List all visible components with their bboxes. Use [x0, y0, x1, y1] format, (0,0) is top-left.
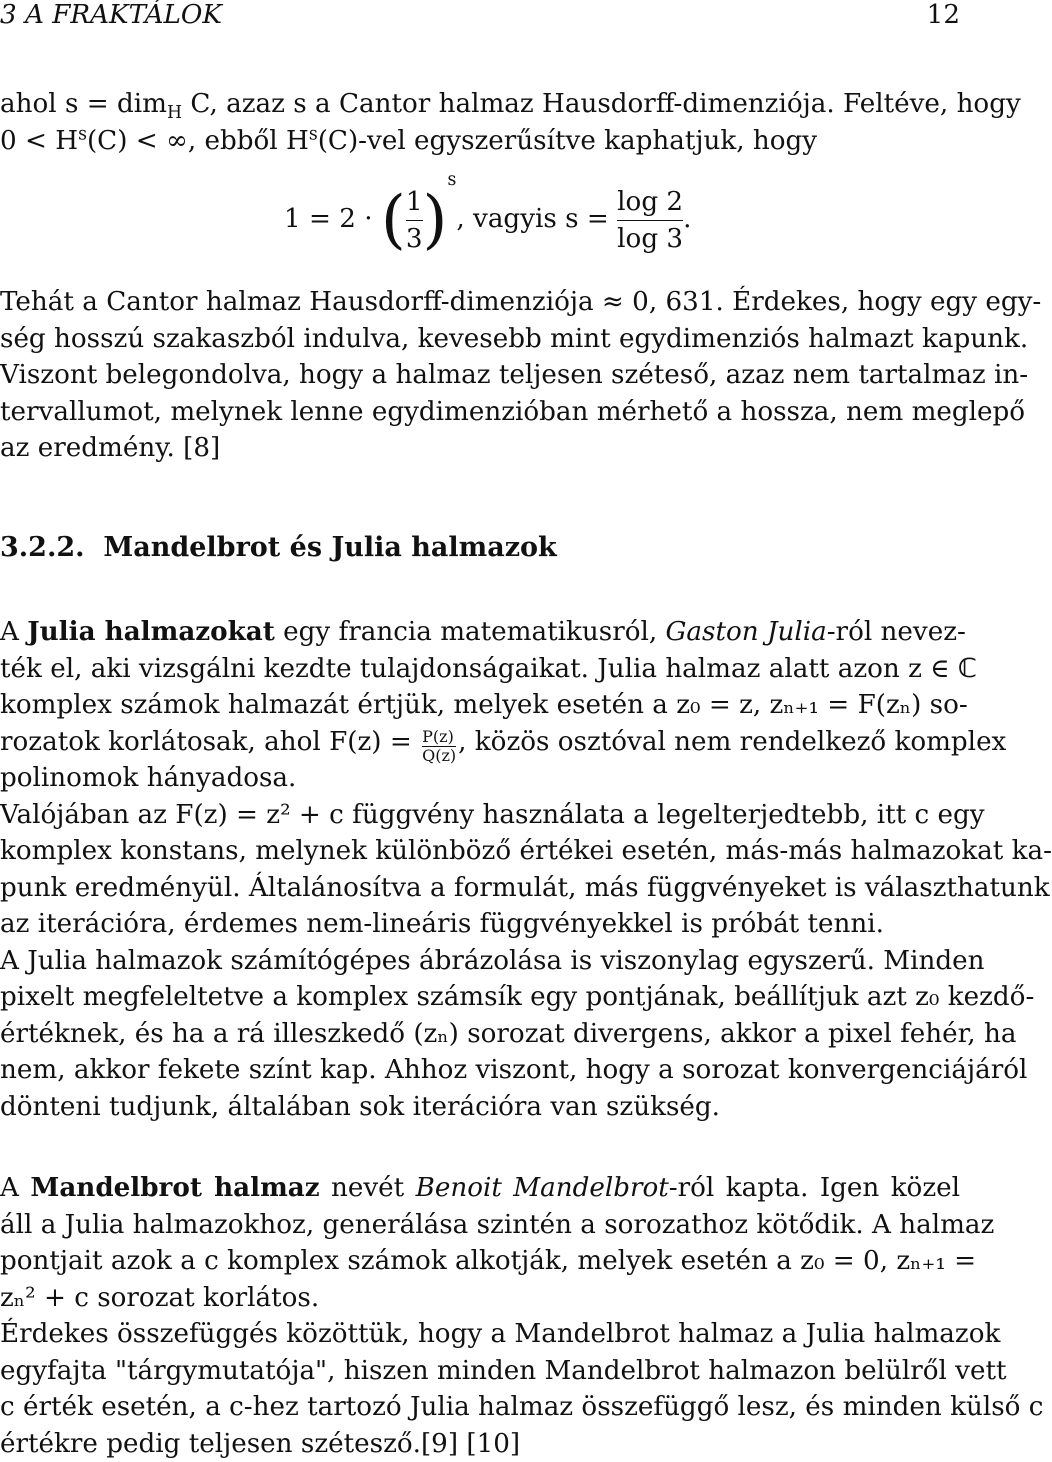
fraction-one-third: $\frac{1}{3}$	[406, 184, 423, 257]
text-line: az iterációra, érdemes nem-lineáris függvényekkel is próbát tenni.	[0, 906, 960, 943]
text-line: A Mandelbrot halmaz nevét Benoit Mandelbrot-ról kapta. Igen közel	[0, 1170, 960, 1207]
text-line: A Julia halmazok számítógépes ábrázolása is viszonylag egyszerű. Minden	[0, 943, 960, 980]
fraction-log: $\frac{\log 2}{\log 3}$	[617, 184, 683, 257]
text-line: pontjait azok a c komplex számok alkotják, melyek esetén a z₀ = 0, zₙ₊₁ =	[0, 1243, 960, 1280]
text-line: punk eredményül. Általánosítva a formulát, más függvényeket is választhatunk	[0, 870, 960, 907]
text-line: zₙ² + c sorozat korlátos.	[0, 1280, 960, 1317]
text-line: Érdekes összefüggés közöttük, hogy a Mandelbrot halmaz a Julia halmazok	[0, 1316, 960, 1353]
inline-fraction: $\frac{P(z)}{Q(z)}$	[422, 728, 456, 765]
text-line: komplex számok halmazát értjük, melyek esetén a z₀ = z, zₙ₊₁ = F(zₙ) so-	[0, 687, 960, 724]
text-line: polinomok hányadosa.	[0, 760, 960, 797]
paragraph-cantor-intro	[0, 86, 960, 159]
text-line: komplex konstans, melynek különböző értékei esetén, más-más halmazokat ka-	[0, 833, 960, 870]
text-line: értéknek, és ha a rá illeszkedő (zₙ) sorozat divergens, akkor a pixel fehér, ha	[0, 1016, 960, 1053]
text-line: ték el, aki vizsgálni kezdte tulajdonságaikat. Julia halmaz alatt azon z ∈ ℂ	[0, 651, 960, 688]
text-line: tervallumot, melynek lenne egydimenzióban mérhető a hossza, nem meglepő	[0, 394, 960, 431]
text-line: Viszont belegondolva, hogy a halmaz teljesen széteső, azaz nem tartalmaz in-	[0, 357, 960, 394]
running-header	[0, 0, 960, 34]
text-line: egyfajta "tárgymutatója", hiszen minden Mandelbrot halmazon belülről vett	[0, 1353, 960, 1390]
text-line: c érték esetén, a c-hez tartozó Julia halmaz összefüggő lesz, és minden külső c	[0, 1389, 960, 1426]
text-line: dönteni tudjunk, általában sok iterációra van szükség.	[0, 1089, 960, 1126]
text-line: nem, akkor fekete színt kap. Ahhoz viszont, hogy a sorozat konvergenciájáról	[0, 1052, 960, 1089]
section-title: 3 A FRAKTÁLOK	[0, 0, 222, 30]
display-equation: 1 = 2 · ( $\frac{1}{3}$ )$^s$, vagyis s = $\frac{\log 2}{\log 3}$ .	[284, 180, 704, 270]
text-line: ség hosszú szakaszból indulva, kevesebb mint egydimenziós halmazt kapunk.	[0, 321, 960, 358]
text-line: ahol s = dim$_H$ C, azaz s a Cantor halmaz Hausdorff-dimenziója. Feltéve, hogy	[0, 86, 960, 123]
text-line: áll a Julia halmazokhoz, generálása szintén a sorozathoz kötődik. A halmaz	[0, 1207, 960, 1244]
text-line: Valójában az F(z) = z² + c függvény használata a legelterjedtebb, itt c egy	[0, 797, 960, 834]
page-number: 12	[927, 0, 960, 30]
text-line: az eredmény. [8]	[0, 430, 960, 467]
paragraph-julia	[0, 614, 960, 1125]
equation-lhs: 1 = 2 ·	[284, 204, 373, 234]
text-line: rozatok korlátosak, ahol $F(z) = \frac{P(z)}{Q(z)}$, közös osztóval nem rendelkező komplex	[0, 724, 960, 761]
text-line: A Julia halmazokat egy francia matematikusról, Gaston Julia-ról nevez-	[0, 614, 960, 651]
text-line: Tehát a Cantor halmaz Hausdorff-dimenziója ≈ 0, 631. Érdekes, hogy egy egy-	[0, 284, 960, 321]
paragraph-hausdorff	[0, 284, 960, 467]
text-line: értékre pedig teljesen szétesző.[9] [10]	[0, 1426, 960, 1462]
section-heading: 3.2.2. Mandelbrot és Julia halmazok	[0, 532, 557, 563]
text-line: pixelt megfeleltetve a komplex számsík egy pontjának, beállítjuk azt z₀ kezdő-	[0, 979, 960, 1016]
text-line: $0 < H^s(C)$ < ∞, ebből $H^s(C)$-vel egyszerűsítve kaphatjuk, hogy	[0, 123, 960, 160]
paragraph-mandelbrot	[0, 1170, 960, 1462]
